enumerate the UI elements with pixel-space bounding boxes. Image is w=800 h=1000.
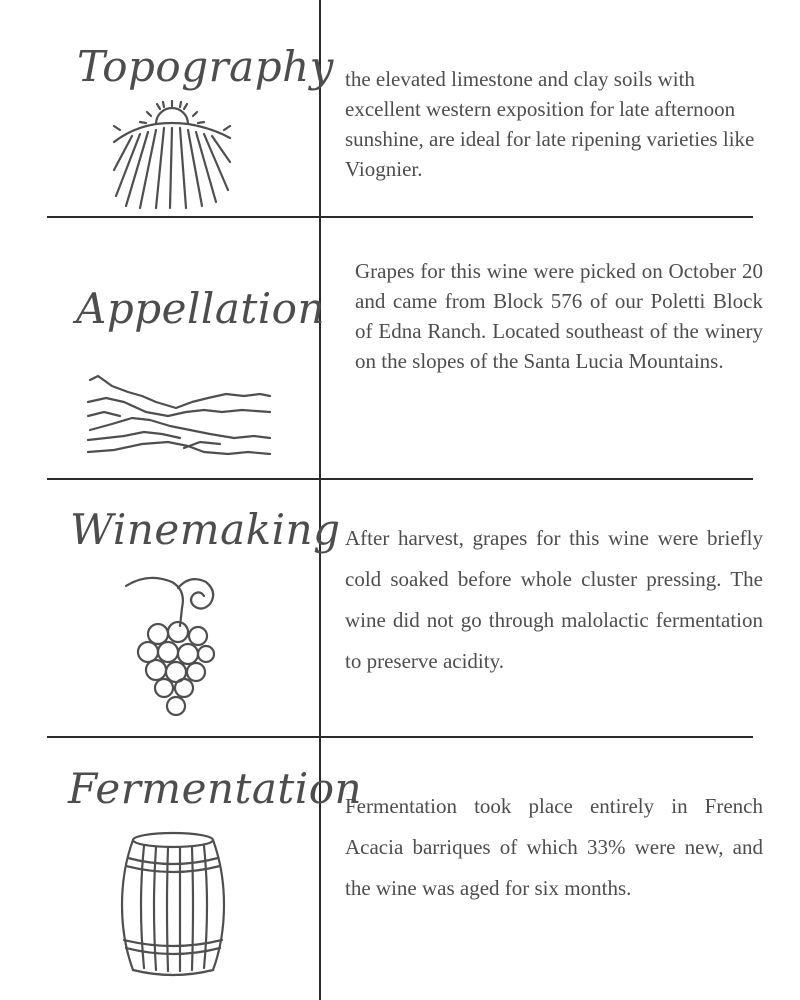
section-title: Winemaking bbox=[70, 505, 341, 554]
section-text: the elevated limestone and clay soils with excellent western exposition for late afternoon sunshine, are ideal for late ripening varieties like Viognier. bbox=[345, 67, 755, 181]
mountains-icon bbox=[84, 372, 274, 462]
section-title: Topography bbox=[77, 42, 334, 91]
section-text: Fermentation took place entirely in French Acacia barriques of which 33% were new, and the wine was aged for six months. bbox=[345, 794, 763, 900]
section-title: Fermentation bbox=[68, 764, 363, 813]
grape-cluster-icon bbox=[120, 574, 230, 720]
horizontal-divider bbox=[47, 478, 753, 480]
vertical-divider bbox=[319, 0, 321, 1000]
horizontal-divider bbox=[47, 216, 753, 218]
section-title: Appellation bbox=[76, 284, 326, 333]
barrel-icon bbox=[116, 830, 230, 980]
section-text: Grapes for this wine were picked on October 20 and came from Block 576 of our Poletti Block of Edna Ranch. Located southeast of the winery on the slopes of the Santa Lucia Mountains. bbox=[355, 259, 763, 373]
horizontal-divider bbox=[47, 736, 753, 738]
sunrise-vineyard-icon bbox=[112, 100, 232, 210]
section-text: After harvest, grapes for this wine were briefly cold soaked before whole cluster pressing. The wine did not go through malolactic fermentation to preserve acidity. bbox=[345, 526, 763, 673]
